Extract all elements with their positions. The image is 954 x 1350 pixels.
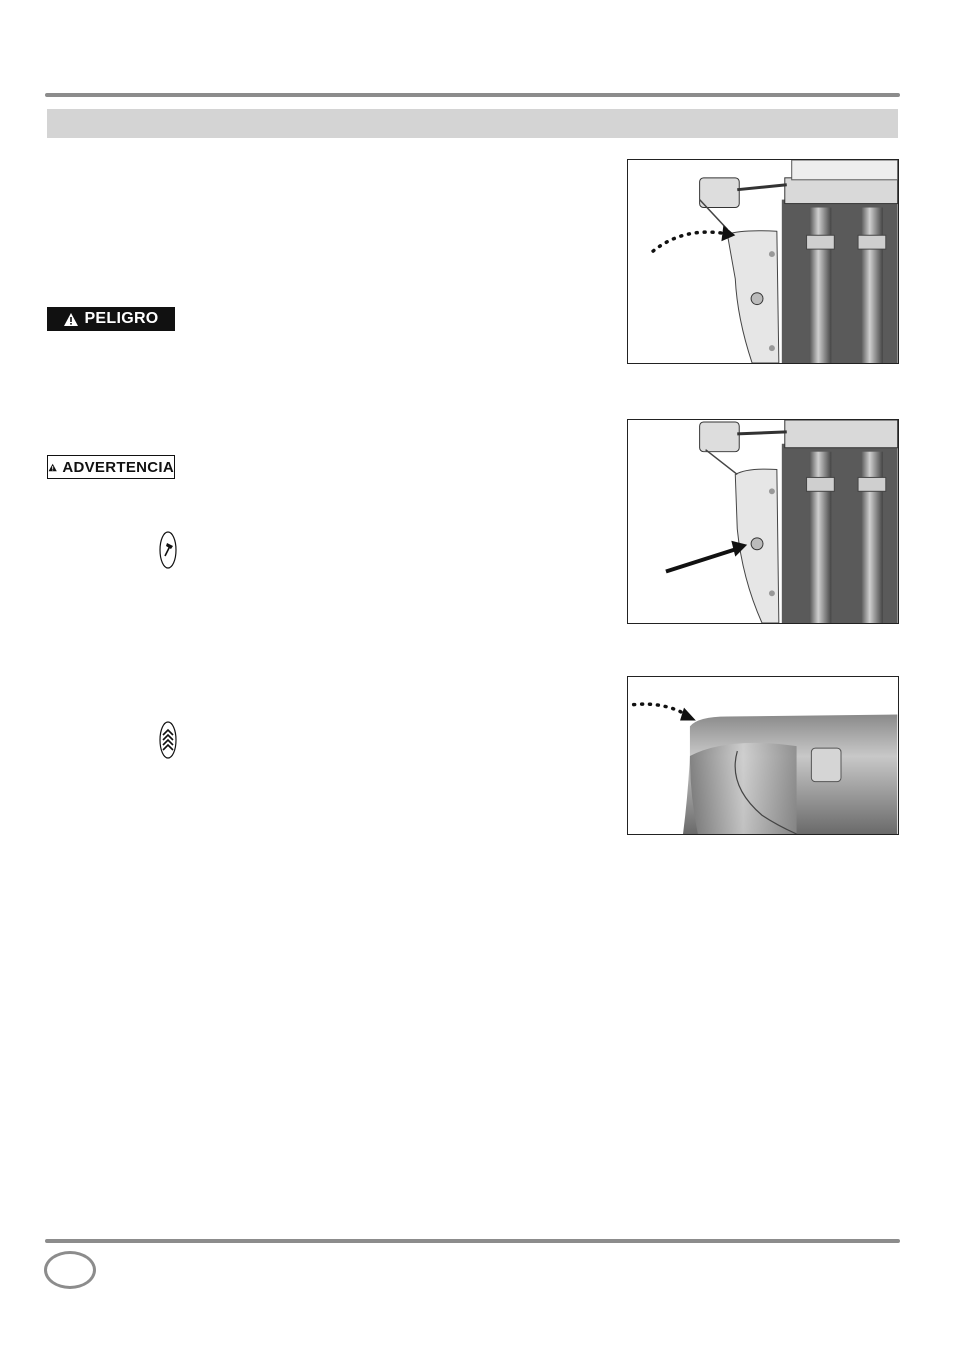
- page-marker: [44, 1251, 96, 1289]
- section-header-bar: [47, 109, 898, 138]
- nailer-screw-illustration: [628, 420, 898, 623]
- danger-label: PELIGRO: [84, 310, 159, 327]
- nailer-housing-illustration: [628, 677, 898, 834]
- warning-triangle-icon: [63, 312, 79, 327]
- figure-latch-open: [627, 159, 899, 364]
- warning-label: ADVERTENCIA: [62, 458, 174, 476]
- top-rule: [45, 93, 900, 97]
- figure-housing: [627, 676, 899, 835]
- nailer-latch-illustration: [628, 160, 898, 363]
- warning-triangle-icon: [48, 460, 57, 475]
- bottom-rule: [45, 1239, 900, 1243]
- warning-badge: [47, 455, 175, 479]
- hammer-icon: [159, 531, 177, 569]
- danger-badge: [47, 307, 175, 331]
- figure-screw: [627, 419, 899, 624]
- chevrons-up-icon: [159, 721, 177, 759]
